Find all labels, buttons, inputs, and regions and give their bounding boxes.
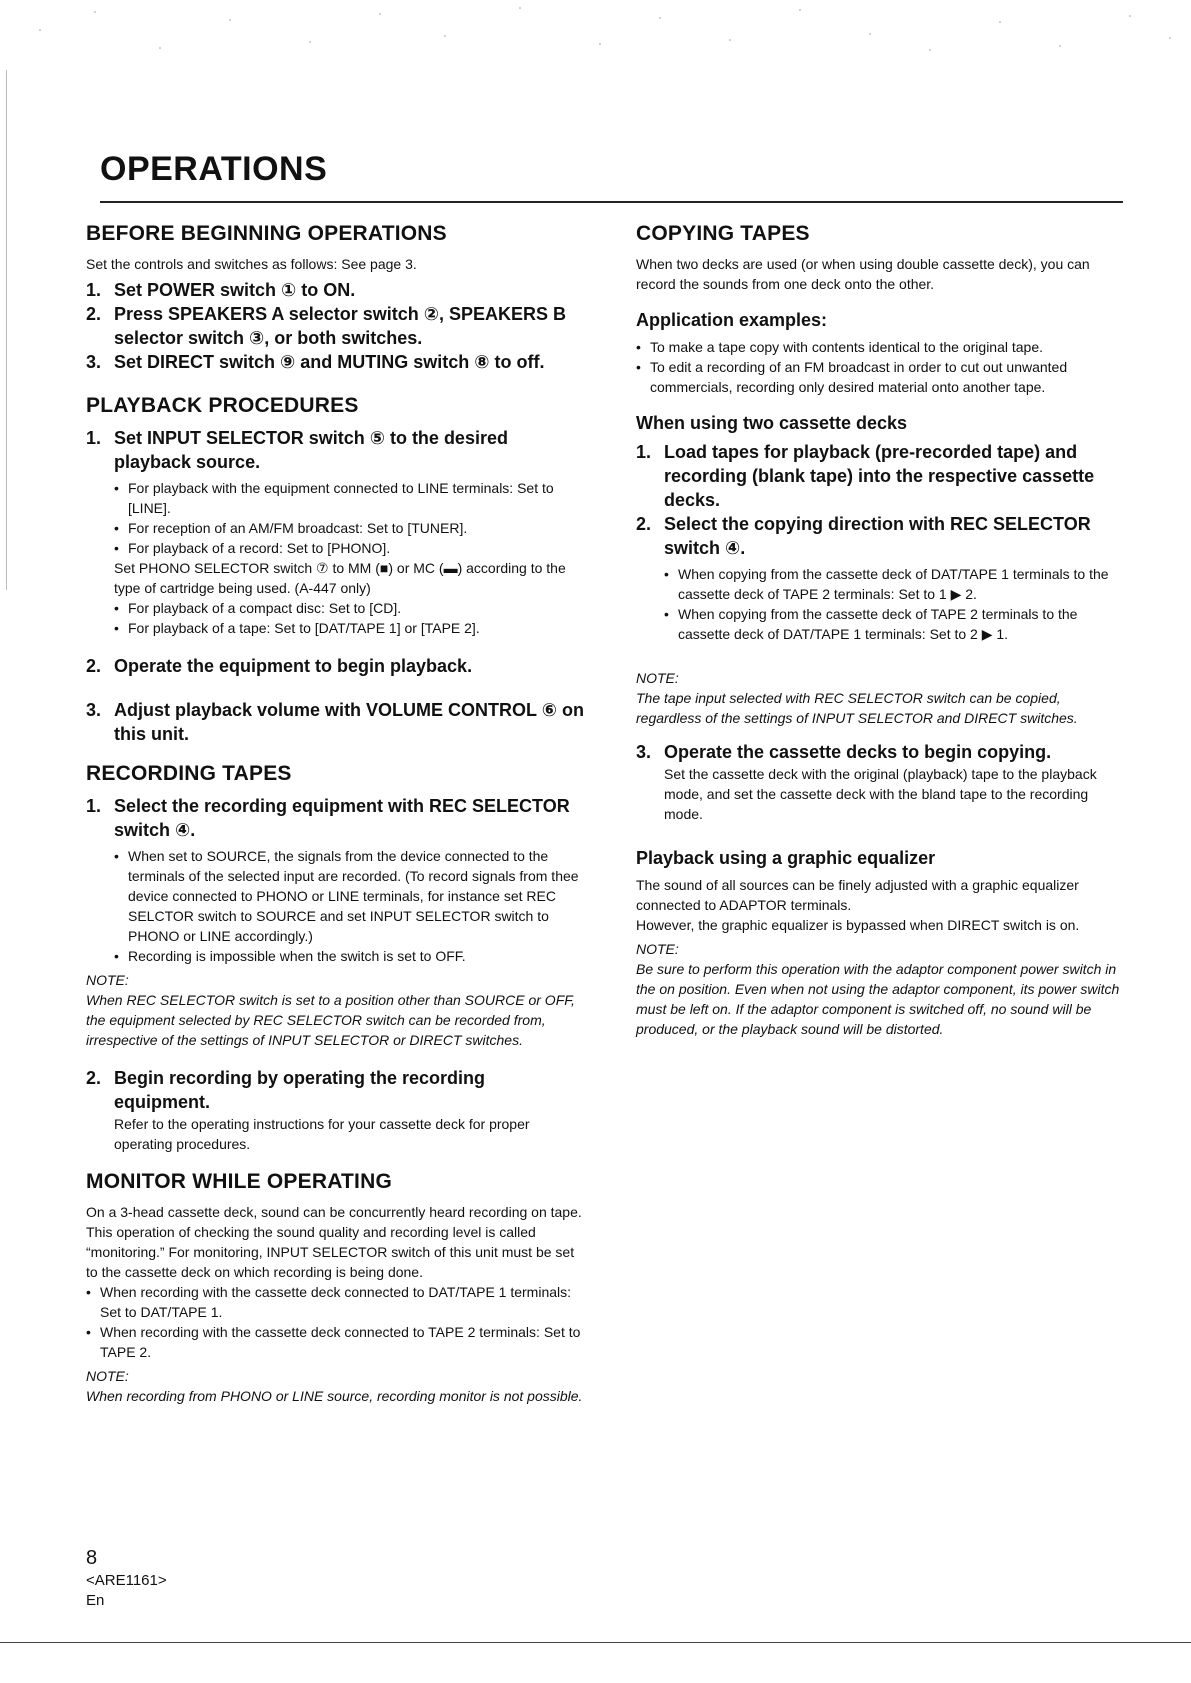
list-item: • To make a tape copy with contents identical to the original tape. [636, 337, 1123, 357]
step-number: 1. [86, 796, 102, 816]
page-footer [86, 1545, 167, 1611]
equalizer-note-label: NOTE: [636, 941, 679, 957]
playback-step-1 [86, 426, 586, 474]
step-number: 2. [86, 304, 102, 324]
step-text: Select the copying direction with REC SELECTOR switch ④. [664, 514, 1091, 558]
step-text: Set INPUT SELECTOR switch ⑤ to the desired playback source. [114, 428, 508, 472]
two-decks-heading: When using two cassette decks [636, 413, 908, 433]
playback-step-2 [86, 654, 586, 678]
list-item: • For reception of an AM/FM broadcast: Set to [TUNER]. [114, 518, 586, 538]
copying-step-1 [636, 440, 1123, 512]
before-intro: Set the controls and switches as follows: See page 3. [86, 256, 417, 272]
step-number: 2. [86, 1068, 102, 1088]
equalizer-text-1: The sound of all sources can be finely adjusted with a graphic equalizer connected to ADAPTOR terminals. [636, 877, 1079, 913]
step-number: 1. [636, 442, 652, 462]
before-step-2 [86, 302, 586, 350]
copying-heading: COPYING TAPES [636, 222, 810, 245]
equalizer-note-text: Be sure to perform this operation with the adaptor component power switch in the on position. Even when not using the adaptor component, its power switch must be left on. If the adaptor component is switched off, no sound will be produced, or the playback sound will be distorted. [636, 961, 1120, 1037]
monitor-heading: MONITOR WHILE OPERATING [86, 1170, 392, 1193]
playback-step-3 [86, 698, 586, 746]
list-item: • When copying from the cassette deck of TAPE 2 terminals to the cassette deck of DAT/TAPE 1 terminals: Set to 2 ▶ 1. [664, 604, 1123, 644]
list-item: • For playback of a record: Set to [PHONO]. [114, 538, 586, 558]
playback-heading: PLAYBACK PROCEDURES [86, 394, 359, 417]
recording-step-1 [86, 794, 586, 842]
list-item: • Recording is impossible when the switch is set to OFF. [114, 946, 586, 966]
list-item: • For playback of a compact disc: Set to [CD]. [114, 598, 586, 618]
step-text: Operate the equipment to begin playback. [114, 656, 473, 676]
copying-section [636, 222, 1123, 824]
playback-bullets-a [86, 478, 586, 558]
step-text: Load tapes for playback (pre-recorded tape) and recording (blank tape) into the respective cassette decks. [664, 442, 1095, 510]
equalizer-section [636, 848, 1123, 1039]
before-step-3 [86, 350, 586, 374]
left-column [86, 222, 586, 1406]
monitor-bullets [86, 1282, 586, 1362]
step-text: Select the recording equipment with REC SELECTOR switch ④. [114, 796, 570, 840]
copying-note-label: NOTE: [636, 670, 679, 686]
copying-note-text: The tape input selected with REC SELECTOR switch can be copied, regardless of the settings of INPUT SELECTOR and DIRECT switches. [636, 690, 1078, 726]
step-text: Operate the cassette decks to begin copying. [664, 742, 1052, 762]
equalizer-text-2: However, the graphic equalizer is bypassed when DIRECT switch is on. [636, 917, 1080, 933]
recording-step-2-sub: Refer to the operating instructions for your cassette deck for proper operating procedures. [114, 1116, 530, 1152]
copying-step-3 [636, 740, 1123, 764]
recording-heading: RECORDING TAPES [86, 762, 292, 785]
monitor-section [86, 1170, 586, 1406]
language-code: En [86, 1592, 105, 1609]
monitor-note-label: NOTE: [86, 1368, 129, 1384]
copying-step-3-sub: Set the cassette deck with the original (playback) tape to the playback mode, and set the cassette deck with the bland tape to the recording mode. [664, 766, 1097, 822]
right-column [636, 222, 1123, 1039]
phono-selector-note: Set PHONO SELECTOR switch ⑦ to MM (■) or MC (▬) according to the type of cartridge being used. (A-447 only) [114, 560, 566, 596]
step-number: 3. [86, 700, 102, 720]
copying-direction-bullets [636, 564, 1123, 644]
list-item: • To edit a recording of an FM broadcast in order to cut out unwanted commercials, recording only desired material onto another tape. [636, 357, 1123, 397]
equalizer-heading: Playback using a graphic equalizer [636, 848, 936, 868]
before-heading: BEFORE BEGINNING OPERATIONS [86, 222, 447, 245]
copying-step-2 [636, 512, 1123, 560]
scan-speckle-decoration [0, 0, 1191, 60]
recording-note-text: When REC SELECTOR switch is set to a position other than SOURCE or OFF, the equipment selected by REC SELECTOR switch can be recorded from, irrespective of the settings of INPUT SELECTOR or DIRECT switches. [86, 992, 575, 1048]
copying-intro: When two decks are used (or when using double cassette deck), you can record the sounds from one deck onto the other. [636, 256, 1090, 292]
recording-section [86, 762, 586, 1154]
document-code: <ARE1161> [86, 1572, 167, 1589]
step-text: Begin recording by operating the recording equipment. [114, 1068, 486, 1112]
step-text: Set DIRECT switch ⑨ and MUTING switch ⑧ to off. [114, 352, 545, 372]
list-item: • When set to SOURCE, the signals from the device connected to the terminals of the selected input are recorded. (To record signals from thee device connected to PHONO or LINE terminals, for instance set REC SELCTOR switch to SOURCE and set INPUT SELECTOR switch to PHONO or LINE accordingly.) [114, 846, 586, 946]
step-number: 3. [636, 742, 652, 762]
list-item: • When recording with the cassette deck connected to DAT/TAPE 1 terminals: Set to DAT/TAPE 1. [86, 1282, 586, 1322]
recording-step-2 [86, 1066, 586, 1114]
list-item: • When recording with the cassette deck connected to TAPE 2 terminals: Set to TAPE 2. [86, 1322, 586, 1362]
monitor-text: On a 3-head cassette deck, sound can be concurrently heard recording on tape. This operation of checking the sound quality and recording level is called “monitoring.” For monitoring, INPUT SELECTOR switch of this unit must be set to the cassette deck on which recording is being done. [86, 1204, 582, 1280]
step-number: 2. [636, 514, 652, 534]
before-section [86, 222, 586, 374]
playback-section [86, 394, 586, 746]
list-item: • For playback of a tape: Set to [DAT/TAPE 1] or [TAPE 2]. [114, 618, 586, 638]
step-number: 1. [86, 428, 102, 448]
recording-bullets [86, 846, 586, 966]
step-text: Adjust playback volume with VOLUME CONTROL ⑥ on this unit. [114, 700, 584, 744]
step-text: Press SPEAKERS A selector switch ②, SPEAKERS B selector switch ③, or both switches. [114, 304, 567, 348]
step-number: 2. [86, 656, 102, 676]
left-edge-line [6, 70, 7, 590]
list-item: • When copying from the cassette deck of DAT/TAPE 1 terminals to the cassette deck of TAPE 2 terminals: Set to 1 ▶ 2. [664, 564, 1123, 604]
step-number: 3. [86, 352, 102, 372]
step-number: 1. [86, 280, 102, 300]
application-bullets [636, 337, 1123, 397]
application-examples-heading: Application examples: [636, 310, 828, 330]
title-rule [100, 201, 1123, 203]
page-title: OPERATIONS [100, 150, 328, 188]
monitor-note-text: When recording from PHONO or LINE source, recording monitor is not possible. [86, 1388, 583, 1404]
recording-note-label: NOTE: [86, 972, 129, 988]
page-number: 8 [86, 1547, 98, 1569]
playback-bullets-b [86, 598, 586, 638]
step-text: Set POWER switch ① to ON. [114, 280, 356, 300]
before-step-1 [86, 278, 586, 302]
list-item: • For playback with the equipment connected to LINE terminals: Set to [LINE]. [114, 478, 586, 518]
bottom-rule [0, 1642, 1191, 1643]
